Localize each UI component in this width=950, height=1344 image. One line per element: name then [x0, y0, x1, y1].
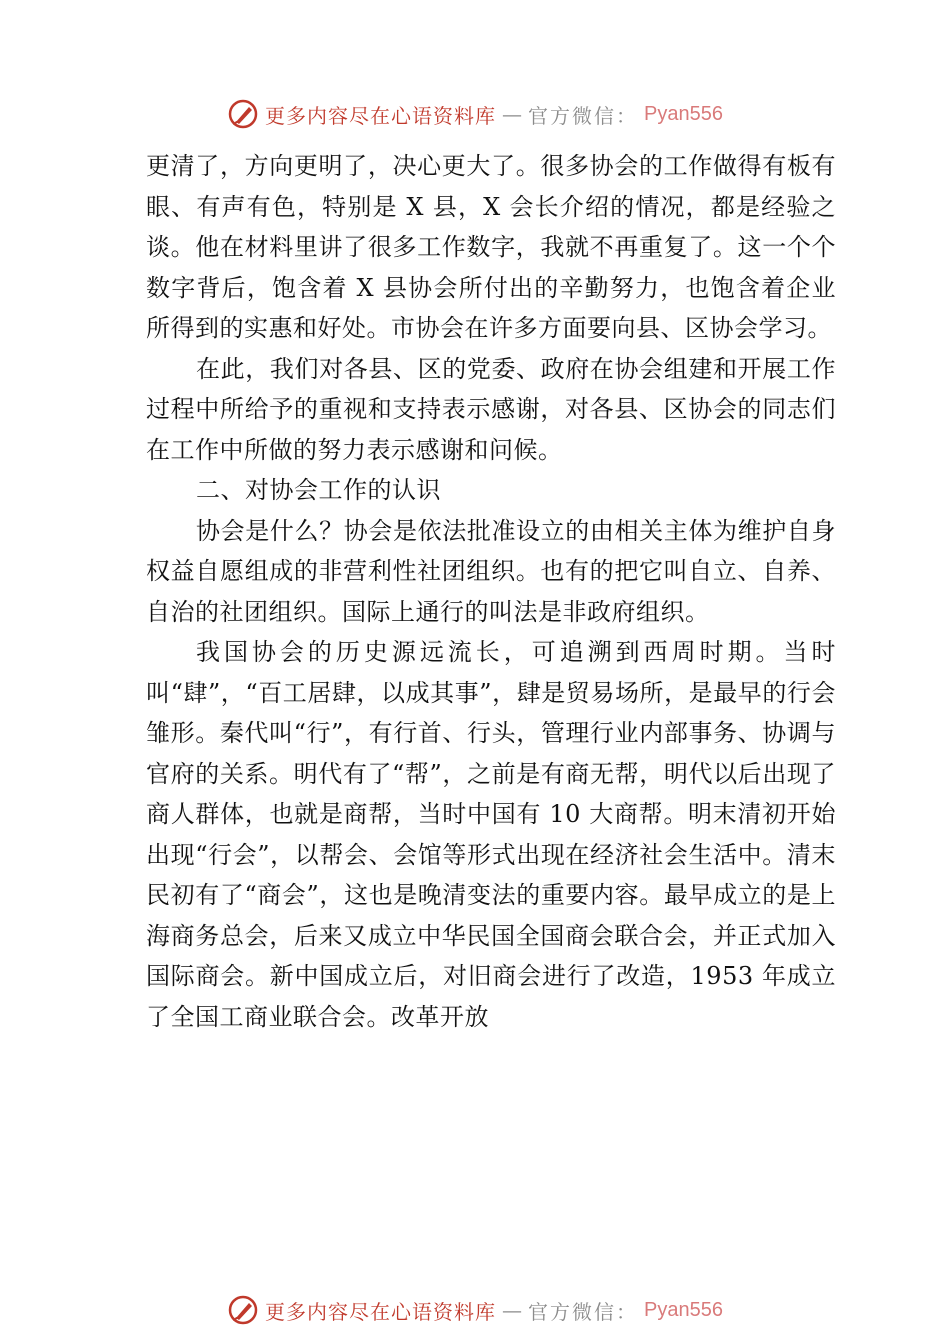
paragraph-definition: 协会是什么？协会是依法批准设立的由相关主体为维护自身权益自愿组成的非营利性社团组织。也有的把它叫自立、自养、自治的社团组织。国际上通行的叫法是非政府组织。 — [146, 516, 836, 626]
site-name: 更多内容尽在心语资料库 — [265, 103, 497, 128]
wechat-id: Pyan556 — [644, 1298, 723, 1321]
wechat-label: 官方微信： — [528, 1299, 639, 1324]
banner-dash: — — [502, 102, 523, 126]
footer-banner — [0, 1290, 950, 1330]
wechat-id: Pyan556 — [644, 102, 723, 125]
paragraph-continuation: 更清了，方向更明了，决心更大了。很多协会的工作做得有板有眼、有声有色，特别是 X 县，X 会长介绍的情况，都是经验之谈。他在材料里讲了很多工作数字，我就不再重复了。这一个个数字背后，饱含着 X 县协会所付出的辛勤努力，也饱含着企业所得到的实惠和好处。市协会在许多方面要向县、区协会学习。 — [146, 152, 836, 342]
paragraph-history: 我国协会的历史源远流长，可追溯到西周时期。当时叫“肆”，“百工居肆，以成其事”，肆是贸易场所，是最早的行会雏形。秦代叫“行”，有行首、行头，管理行业内部事务、协调与官府的关系。明代有了“帮”，之前是有商无帮，明代以后出现了商人群体，也就是商帮，当时中国有 10 大商帮。明末清初开始出现“行会”，以帮会、会馆等形式出现在经济社会生活中。清末民初有了“商会”，这也是晚清变法的重要内容。最早成立的是上海商务总会，后来又成立中华民国全国商会联合会，并正式加入国际商会。新中国成立后，对旧商会进行了改造，1953 年成立了全国工商业联合会。改革开放 — [146, 638, 836, 1031]
document-body — [146, 146, 836, 1037]
brush-logo-icon — [227, 1294, 259, 1326]
wechat-label: 官方微信： — [528, 103, 639, 128]
section-heading: 二、对协会工作的认识 — [196, 476, 441, 504]
brush-logo-icon — [227, 98, 259, 130]
banner-dash: — — [502, 1298, 523, 1322]
header-banner — [0, 94, 950, 134]
site-name: 更多内容尽在心语资料库 — [265, 1299, 497, 1324]
paragraph-thanks: 在此，我们对各县、区的党委、政府在协会组建和开展工作过程中所给予的重视和支持表示感谢，对各县、区协会的同志们在工作中所做的努力表示感谢和问候。 — [146, 354, 836, 464]
